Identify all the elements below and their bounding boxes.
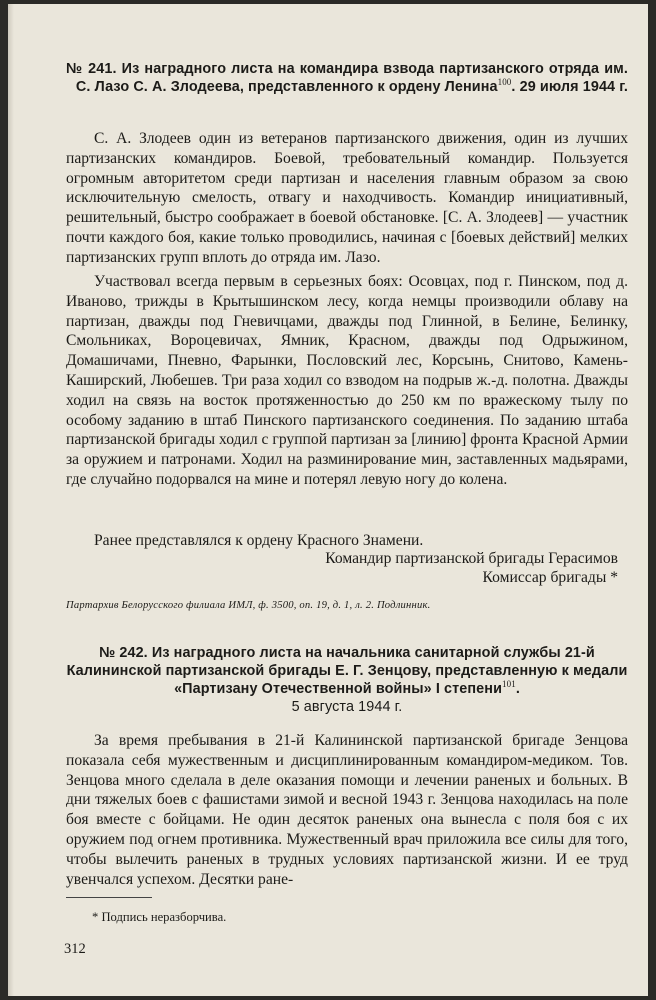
page-number: 312	[64, 941, 86, 957]
archive-source: Партархив Белорусского филиала ИМЛ, ф. 3500, оп. 19, д. 1, л. 2. Подлинник.	[66, 600, 431, 611]
document-242-heading	[66, 644, 628, 716]
footnote-ref: 101	[502, 679, 516, 690]
book-page	[8, 4, 648, 996]
document-241-paragraph-2: Участвовал всегда первым в серьезных боях: Осовцах, под г. Пинском, под д. Иваново, трижды в Крытышинском лесу, когда немцы производили облаву на партизан, дважды под Гневичцами, дважды под Глинной, в Белине, Белинку, Смольниках, Вороцевичах, Ямник, Красном, дважды под Одрыжином, Домашичами, Пневно, Фарынки, Пословский лес, Корсынь, Снитово, Камень-Каширский, Любешев. Три раза ходил со взводом на подрыв ж.-д. полотна. Дважды ходил на связь на восток протяженностью до 250 км по вражескому тылу по особому заданию в штаб Пинского партизанского соединения. По заданию штаба партизанской бригады ходил с группой партизан за [линию] фронта Красной Армии за оружием и патронами. Ходил на разминирование мин, заставленных мадьярами, где случайно подорвался на мине и потерял левую ногу до колена.	[66, 273, 628, 488]
document-241-heading	[66, 60, 628, 96]
page-gutter-shadow	[8, 4, 14, 996]
document-242-paragraph-1: За время пребывания в 21-й Калининской партизанской бригаде Зенцова показала себя мужественным и дисциплинированным командиром-медиком. Тов. Зенцова много сделала в деле оказания помощи и лечении раненых и больных. В дни тяжелых боев с фашистами зимой и весной 1943 г. Зенцова находилась на поле боя вместе с бойцами. Не один десяток раненых она вынесла с поля боя с их оружием под огнем противника. Мужественный врач приложила все силы для того, чтобы вылечить раненых в трудных условиях партизанской жизни. И ее труд увенчался успехом. Десятки ране-	[66, 732, 628, 888]
document-241-paragraph-1: С. А. Злодеев один из ветеранов партизанского движения, один из лучших партизанских командиров. Боевой, требовательный командир. Пользуется огромным авторитетом среди партизан и населения главным образом за свою исключительную смелость, отвагу и находчивость. Командир инициативный, решительный, быстро соображает в боевой обстановке. [С. А. Злодеев] — участник почти каждого боя, какие только проводились, начиная с [боевых действий] мелких партизанских групп вплоть до отряда им. Лазо.	[66, 130, 628, 266]
commissar-signature: Комиссар бригады *	[482, 569, 618, 586]
heading-end: .	[515, 681, 520, 697]
commander-signature: Командир партизанской бригады Герасимов	[325, 550, 618, 567]
document-241-paragraph-3: Ранее представлялся к ордену Красного Знамени.	[94, 532, 424, 549]
heading-date: . 29 июля 1944 г.	[511, 79, 628, 95]
footnote: * Подпись неразборчива.	[92, 910, 227, 924]
footnote-ref: 100	[497, 77, 512, 88]
heading-text: № 242. Из наградного листа на начальника санитарной службы 21-й Калининской партизанской бригады Е. Г. Зенцову, представленную к медали «Партизану Отечественной войны» I степени	[66, 645, 628, 697]
heading-date: 5 августа 1944 г.	[291, 699, 403, 715]
footnote-divider	[66, 897, 152, 898]
heading-text: № 241. Из наградного листа на командира взвода партизанского отряда им. С. Лазо С. А. Злодеева, представленного к ордену Ленина	[66, 61, 628, 95]
